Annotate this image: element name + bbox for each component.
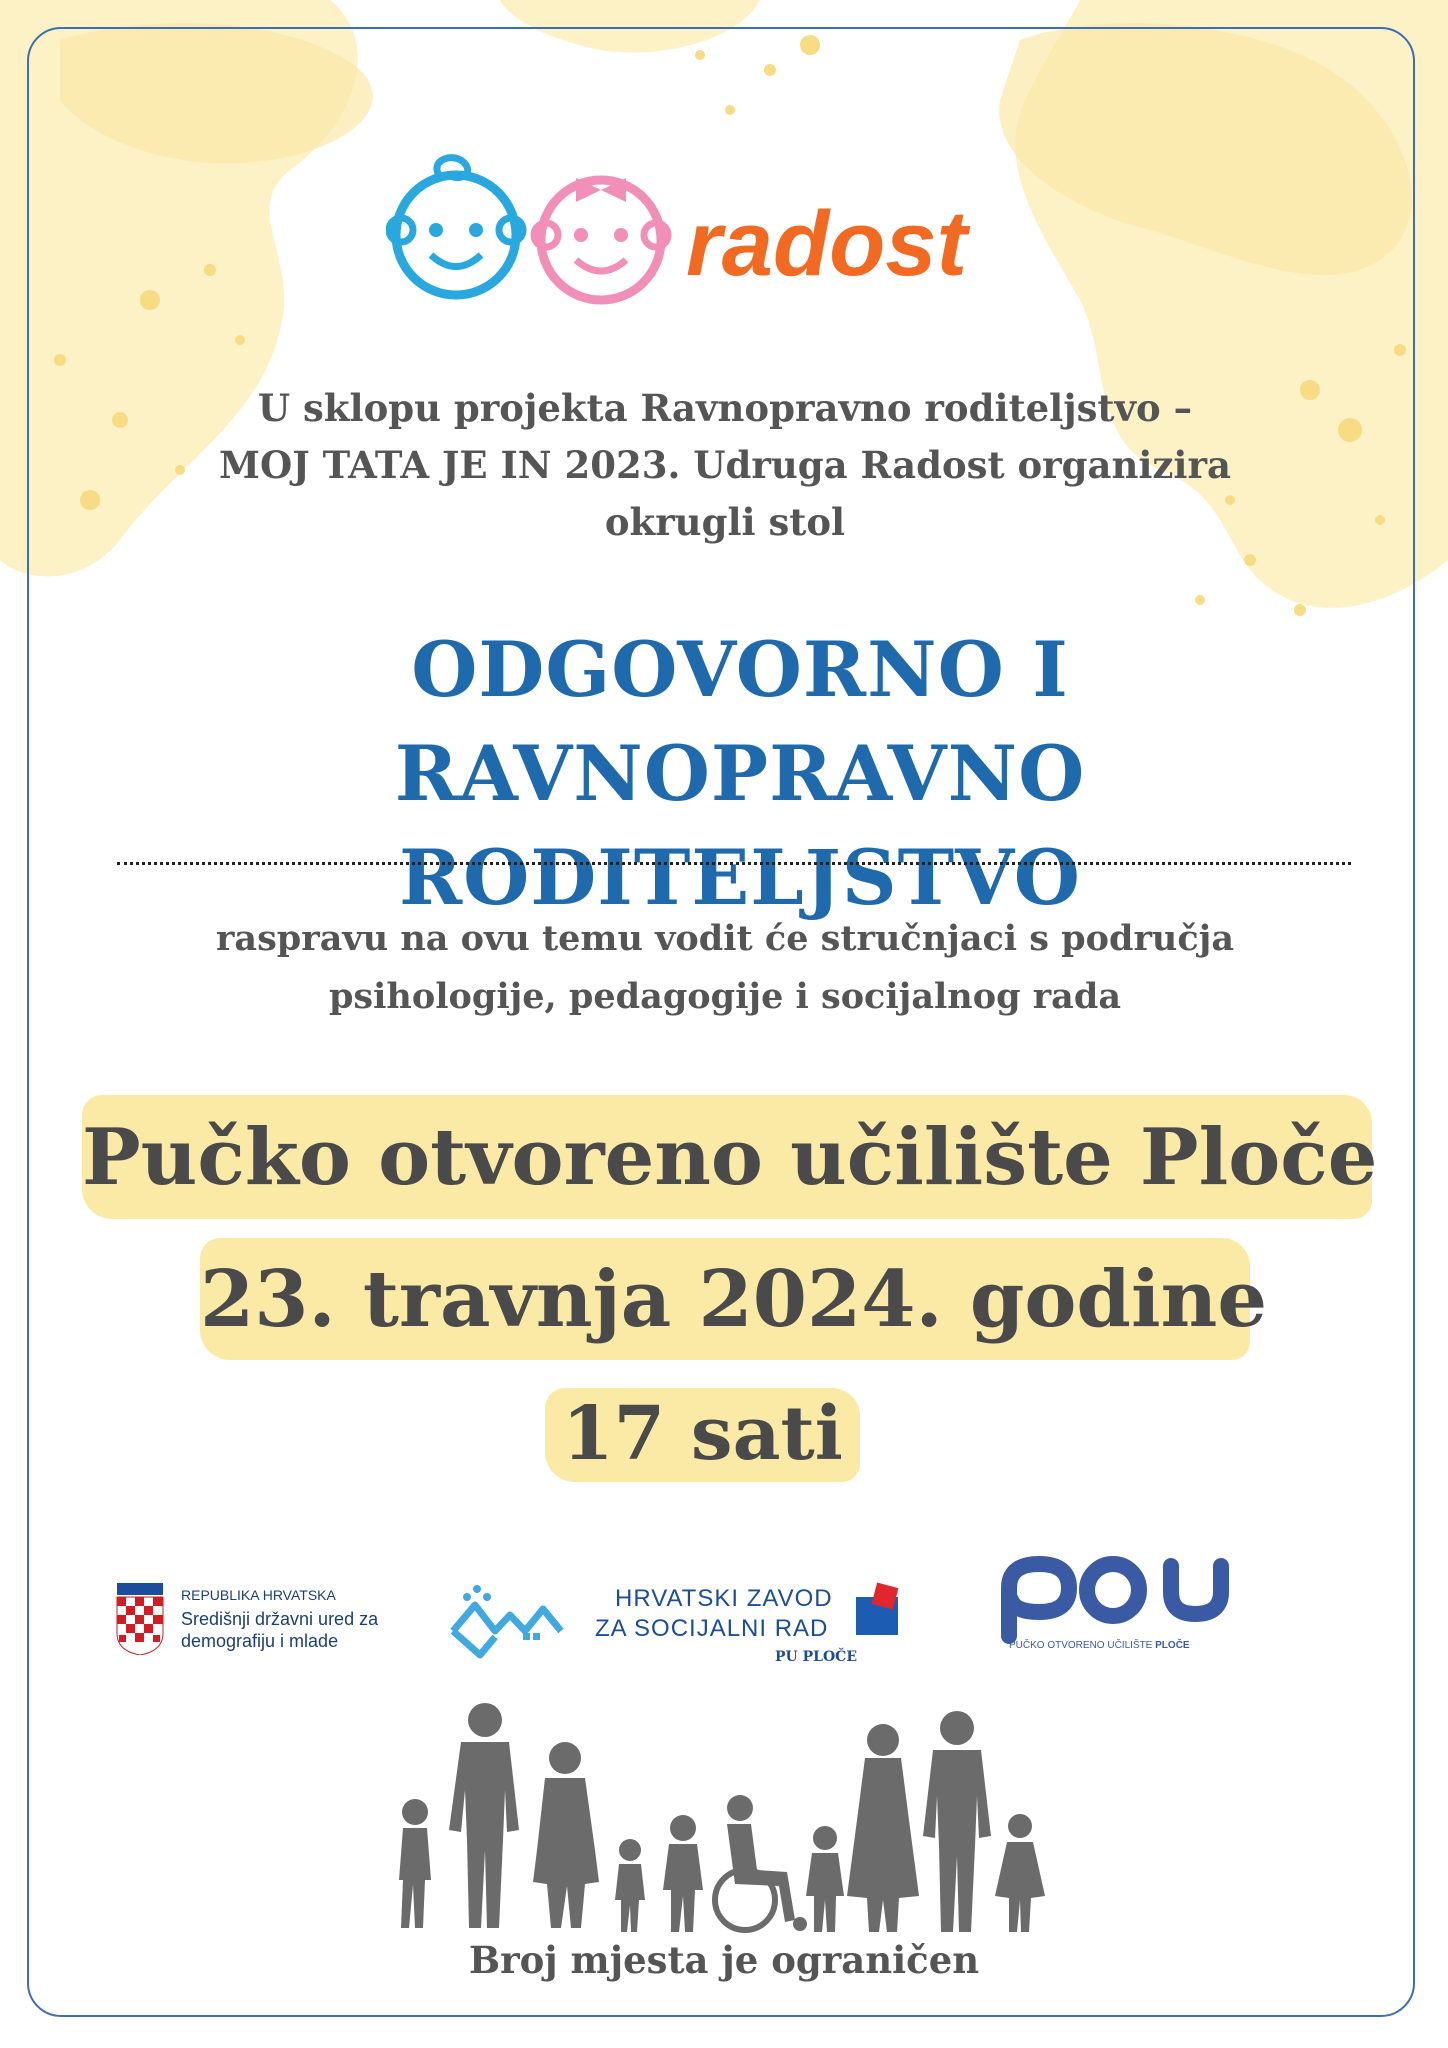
partner-hzsr-logo xyxy=(590,1575,920,1675)
date-text: 23. travnja 2024. godine xyxy=(200,1254,1267,1345)
croatian-coat-of-arms-icon xyxy=(115,1583,165,1655)
radost-house-logo xyxy=(445,1565,565,1685)
girl-face-icon xyxy=(534,178,668,300)
logo-wordmark: radost xyxy=(686,193,968,295)
partner-gov-logo xyxy=(115,1565,415,1685)
gov-logo-line: Središnji državni ured za xyxy=(181,1609,379,1629)
boy-face-icon xyxy=(389,158,523,295)
hzsr-logo-line: ZA SOCIJALNI RAD xyxy=(595,1615,829,1642)
description-line: psihologije, pedagogije i socijalnog rada xyxy=(328,976,1122,1017)
intro-line: okrugli stol xyxy=(604,500,846,544)
wheelchair-user-silhouette xyxy=(715,1795,807,1931)
hzsr-logo-line: PU PLOČE xyxy=(775,1649,857,1665)
partner-pou-logo xyxy=(995,1548,1240,1658)
pou-caption: PUČKO OTVORENO UČILIŠTE PLOČE xyxy=(1009,1640,1190,1651)
description-line: raspravu na ovu temu vodit će stručnjaci s područja xyxy=(215,918,1235,959)
footer-note: Broj mjesta je ograničen xyxy=(468,1938,980,1982)
intro-line: MOJ TATA JE IN 2023. Udruga Radost organizira xyxy=(219,443,1231,487)
intro-text xyxy=(180,380,1270,551)
venue-text: Pučko otvoreno učilište Ploče xyxy=(82,1112,1378,1203)
title-line: RAVNOPRAVNO RODITELJSTVO xyxy=(394,729,1086,922)
child-silhouette xyxy=(615,1839,645,1932)
child-silhouette xyxy=(663,1815,703,1932)
child-silhouette xyxy=(399,1799,431,1928)
title-line: ODGOVORNO I xyxy=(411,625,1069,714)
hzsr-logo-line: HRVATSKI ZAVOD xyxy=(615,1585,833,1612)
woman-silhouette xyxy=(847,1724,919,1932)
woman-silhouette xyxy=(533,1742,599,1928)
dotted-divider xyxy=(117,862,1351,865)
hzsr-square-icon xyxy=(852,1581,908,1637)
family-silhouettes xyxy=(395,1700,1055,1935)
intro-line: U sklopu projekta Ravnopravno roditeljstvo – xyxy=(257,386,1193,430)
gov-logo-line: demografiju i mlade xyxy=(181,1631,339,1651)
man-silhouette xyxy=(923,1711,991,1932)
description-text xyxy=(150,910,1300,1026)
child-silhouette xyxy=(806,1826,844,1932)
gov-logo-line: REPUBLIKA HRVATSKA xyxy=(181,1587,336,1603)
radost-logo xyxy=(386,150,1086,310)
time-text: 17 sati xyxy=(562,1391,843,1477)
man-silhouette xyxy=(449,1703,519,1928)
child-silhouette xyxy=(995,1814,1045,1932)
event-title xyxy=(60,618,1420,930)
